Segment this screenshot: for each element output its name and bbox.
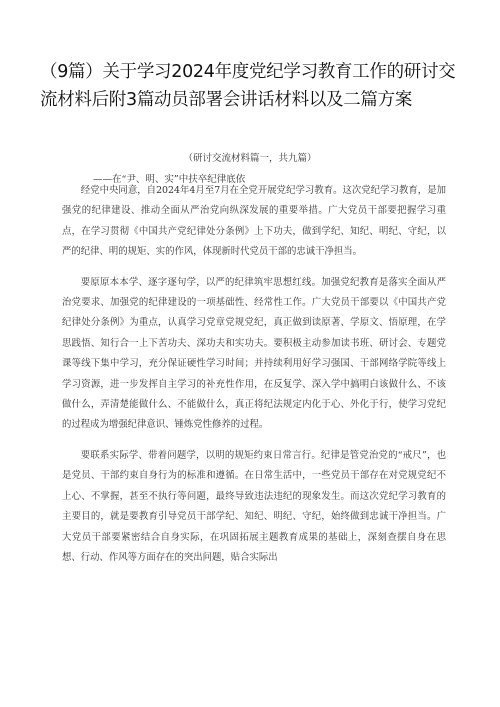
document-subheading: ——在“尹、明、实”中扶卒纪律底依 bbox=[93, 174, 246, 185]
document-body bbox=[62, 181, 446, 578]
document-subtitle: （研讨交流材料篇一，共九篇） bbox=[183, 153, 317, 164]
document-title: （9篇）关于学习2024年度党纪学习教育工作的研讨交流材料后附3篇动员部署会讲话材料以及二篇方案 bbox=[40, 62, 456, 110]
body-paragraph: 经党中央同意，自2024年4月至7月在全党开展党纪学习教育。这次党纪学习教育，是加强党的纪律建设、推动全面从严治党向纵深发展的重要举措。广大党员干部要把握学习重点，在学习贯彻《中国共产党纪律处分条例》上下功夫，做到学纪、知纪、明纪、守纪，以严的纪律、明的规矩、实的作风，体现新时代党员干部的忠诚干净担当。 bbox=[62, 185, 446, 258]
body-paragraph: 要原原本本学、逐字逐句学，以严的纪律筑牢思想红线。加强党纪教育是落实全面从严治党要求、加强党的纪律建设的一项基础性、经常性工作。广大党员干部要以《中国共产党纪律处分条例》为重点，认真学习党章党规党纪，真正做到读原著、学原文、悟原理，在学思践悟、知行合一上下苦功夫、深功夫和实功夫。要积极主动参加读书班、研讨会、专题党课等线下集中学习，充分保证硬性学习时间；并持续利用好学习强国、干部网络学院等线上学习资源，进一步发挥自主学习的补充性作用，在反复学、深入学中搞明白该做什么、不该做什么，弄清楚能做什么、不能做什么，真正将纪法规定内化于心、外化于行，使学习党纪的过程成为增强纪律意识、锤炼党性修养的过程。 bbox=[62, 276, 446, 431]
body-paragraph: 要联系实际学、带着问题学，以明的规矩约束日常言行。纪律是管党治党的“戒尺”，也是党员、干部约束自身行为的标准和遵循。在日常生活中，一些党员干部存在对党规党纪不上心、不掌握，甚至不执行等问题，最终导致违法违纪的现象发生。而这次党纪学习教育的主要目的，就是要教育引导党员干部学纪、知纪、明纪、守纪，始终做到忠诚干净担当。广大党员干部要紧密结合自身实际，在巩固拓展主题教育成果的基础上，深刻查摆自身在思想、行动、作风等方面存在的突出问题，贴合实际出 bbox=[62, 449, 446, 563]
